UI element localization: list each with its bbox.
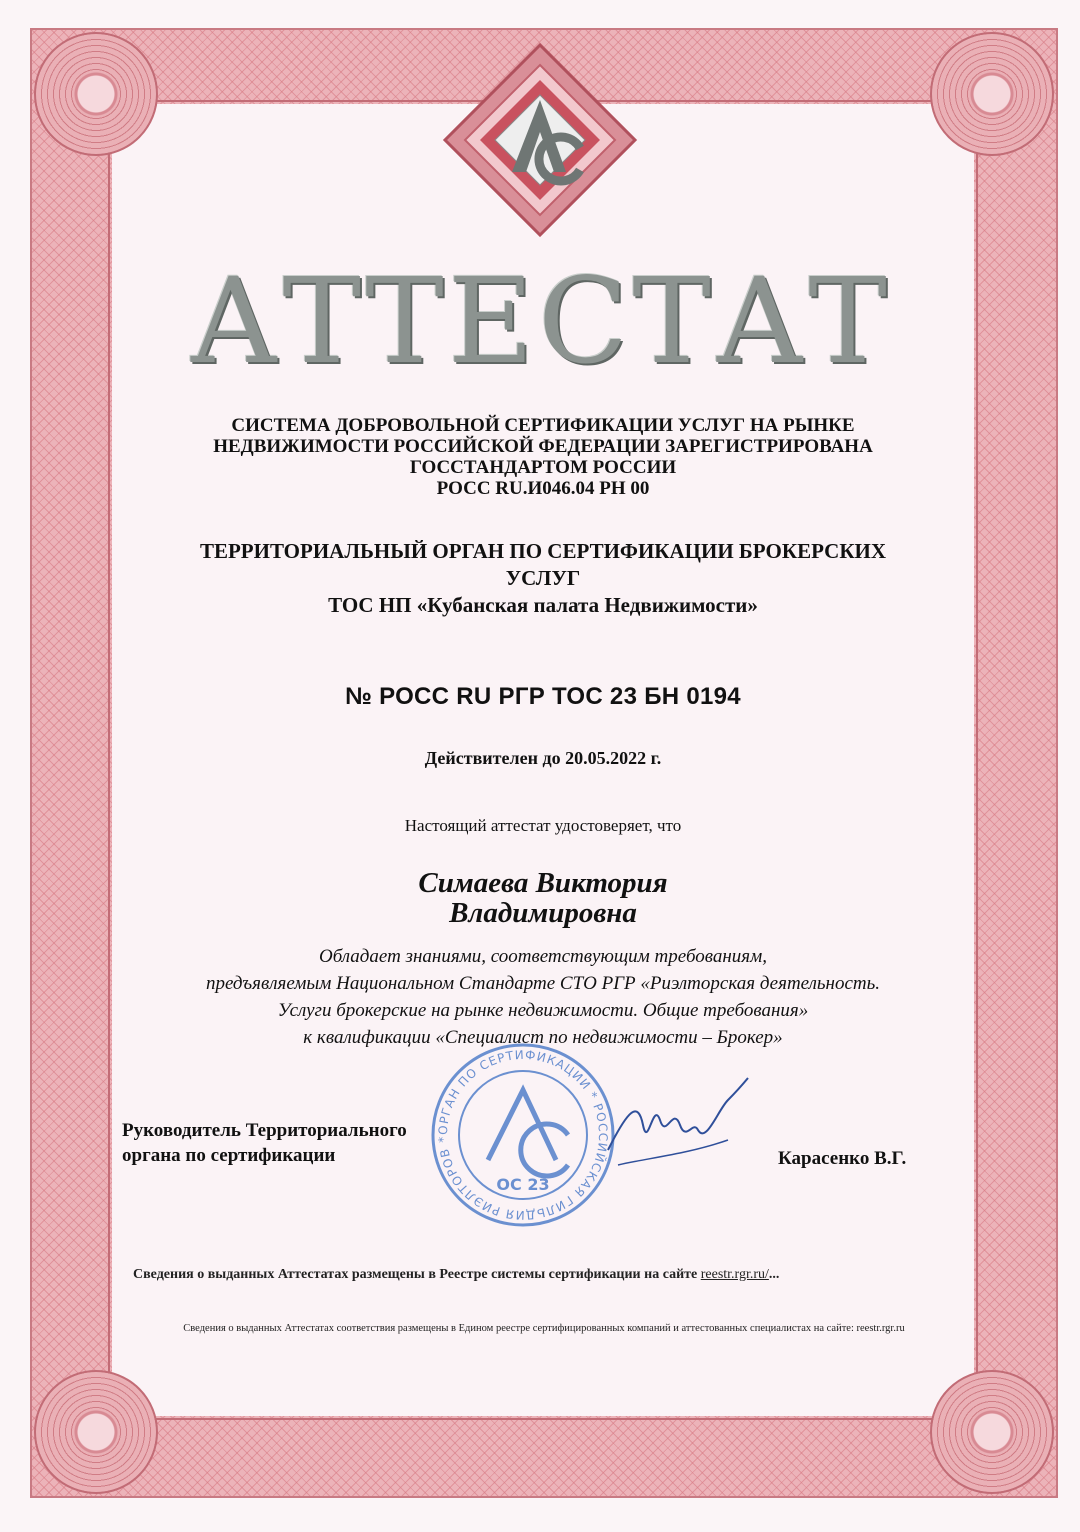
system-line: НЕДВИЖИМОСТИ РОССИЙСКОЙ ФЕДЕРАЦИИ ЗАРЕГИСТРИРОВАНА: [213, 436, 873, 457]
registry-note-suffix: ...: [768, 1267, 780, 1282]
system-line: СИСТЕМА ДОБРОВОЛЬНОЙ СЕРТИФИКАЦИИ УСЛУГ НА РЫНКЕ: [231, 415, 855, 436]
holder-name-line: Владимировна: [449, 897, 637, 929]
description-line: предъявляемым Национальном Стандарте СТО РГР «Риэлторская деятельность.: [205, 973, 881, 994]
corner-rosette-icon: [34, 32, 158, 156]
signer-role: [122, 1118, 407, 1168]
official-stamp: [428, 1040, 618, 1230]
organization-line: ТЕРРИТОРИАЛЬНЫЙ ОРГАН ПО СЕРТИФИКАЦИИ БРОКЕРСКИХ: [199, 539, 887, 563]
stamp-ring-text: ОРГАН ПО СЕРТИФИКАЦИИ * РОССИЙСКАЯ ГИЛЬДИЯ РИЭЛТОРОВ *: [435, 1047, 611, 1223]
description-line: Услуги брокерские на рынке недвижимости. Общие требования»: [277, 1000, 809, 1021]
system-registration-number: РОСС RU.И046.04 РН 00: [436, 478, 650, 499]
qualification-description: [112, 943, 974, 1051]
handwritten-signature: [598, 1070, 758, 1180]
registry-link[interactable]: reestr.rgr.ru/: [700, 1267, 769, 1282]
organization-name: ТОС НП «Кубанская палата Недвижимости»: [328, 593, 758, 617]
footer-note: Сведения о выданных Аттестатах соответствия размещены в Едином реестре сертифицированных компаний и аттестованных специалистах на сайте: reestr.rgr.ru: [183, 1323, 905, 1334]
signer-role-line: органа по сертификации: [122, 1145, 336, 1166]
certifies-text: Настоящий аттестат удостоверяет, что: [404, 816, 682, 835]
issuing-organization: [112, 538, 974, 619]
certification-system-text: [112, 415, 974, 499]
corner-rosette-icon: [34, 1370, 158, 1494]
description-line: Обладает знаниями, соответствующим требованиям,: [318, 946, 768, 967]
certificate-number: № РОСС RU РГР ТОС 23 БН 0194: [345, 683, 741, 710]
valid-until: Действителен до 20.05.2022 г.: [424, 748, 662, 768]
holder-name-line: Симаева Виктория: [418, 867, 668, 899]
description-line: к квалификации «Специалист по недвижимости – Брокер»: [303, 1027, 783, 1048]
holder-name: [112, 868, 974, 928]
rgr-emblem-logo: [440, 40, 640, 240]
organization-line: УСЛУГ: [505, 566, 581, 590]
registry-note: [133, 1267, 779, 1283]
registry-note-text: Сведения о выданных Аттестатах размещены в Реестре системы сертификации на сайте: [133, 1267, 701, 1282]
system-line: ГОССТАНДАРТОМ РОССИИ: [409, 457, 677, 478]
signer-role-line: Руководитель Территориального: [122, 1120, 407, 1141]
corner-rosette-icon: [930, 32, 1054, 156]
signer-name: Карасенко В.Г.: [778, 1148, 907, 1169]
stamp-center-text: ОС 23: [496, 1175, 550, 1194]
corner-rosette-icon: [930, 1370, 1054, 1494]
document-title: АТТЕСТАТ: [189, 252, 891, 390]
